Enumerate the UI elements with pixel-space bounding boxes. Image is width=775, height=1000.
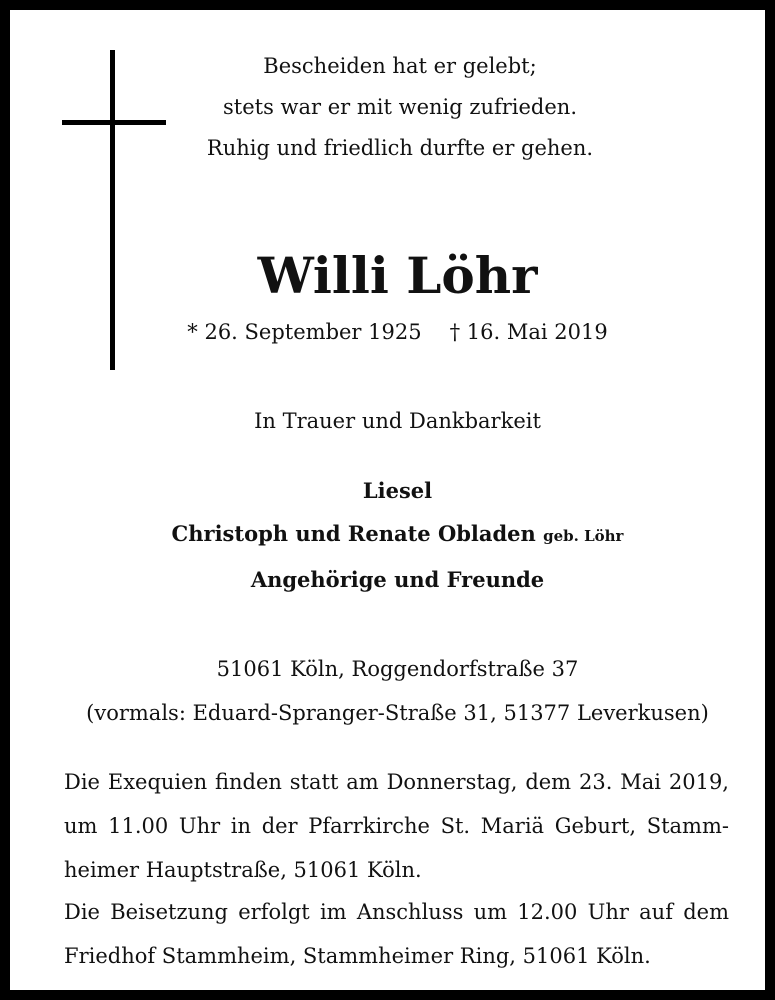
birth-date: * 26. September 1925 [187, 320, 422, 344]
burial-paragraph: Die Beisetzung erfolgt im Anschluss um 12.00 Uhr auf dem Friedhof Stammheim, Stammheimer Ring, 51061 Köln. [64, 900, 729, 968]
death-date: † 16. Mai 2019 [449, 320, 608, 344]
address-former: (vormals: Eduard-Spranger-Straße 31, 51377 Leverkusen) [86, 701, 709, 725]
deceased-name: Willi Löhr [257, 246, 538, 305]
poem-line: stets war er mit wenig zufrieden. [222, 95, 577, 119]
family-member [10, 512, 775, 558]
family-member-name: Christoph und Renate Obladen [171, 521, 536, 546]
mourning-line: In Trauer und Dankbarkeit [254, 409, 541, 433]
life-dates [10, 317, 775, 347]
family-member: Liesel [362, 478, 433, 503]
poem-line: Bescheiden hat er gelebt; [263, 54, 537, 78]
poem-line: Ruhig und friedlich durfte er gehen. [206, 136, 594, 160]
family-member: Angehörige und Freunde [250, 567, 545, 592]
maiden-name-note: geb. Löhr [543, 527, 624, 545]
address [10, 647, 775, 735]
address-current: 51061 Köln, Roggendorfstraße 37 [216, 657, 579, 681]
family-list [10, 469, 775, 601]
exequies-paragraph: Die Exequien finden statt am Donnerstag, dem 23. Mai 2019, um 11.00 Uhr in der Pfarrkirche St. Mariä Geburt, Stammheimer Hauptstraße, 51061 Köln. [64, 770, 729, 882]
poem [140, 46, 660, 169]
